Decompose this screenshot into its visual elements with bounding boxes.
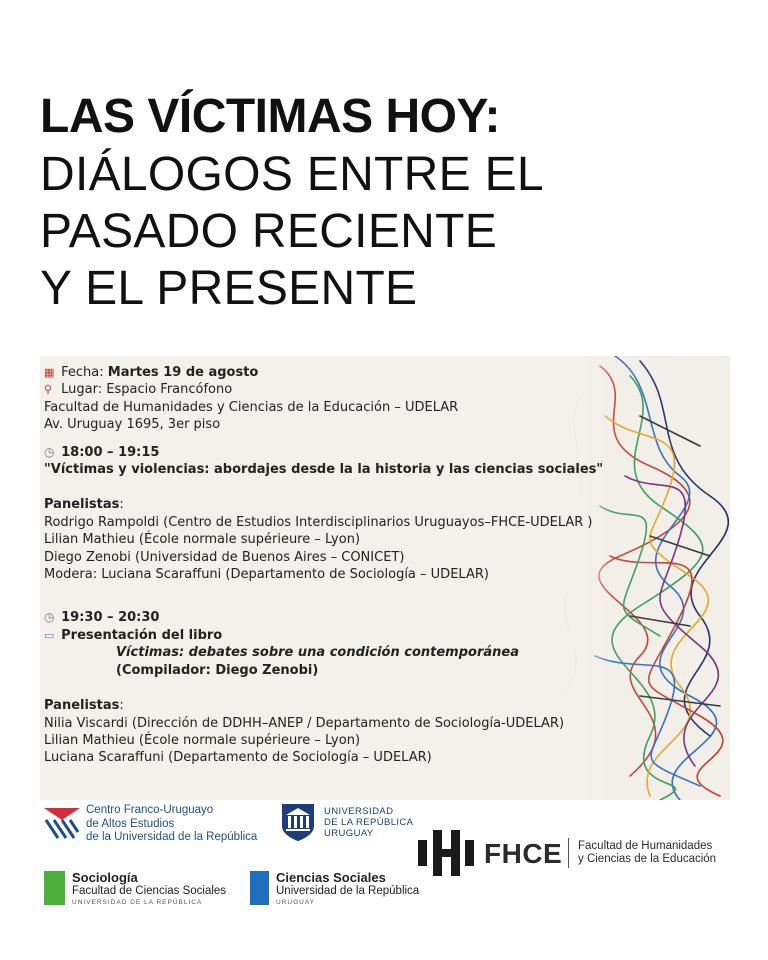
pin-icon: ⚲: [44, 383, 53, 397]
udelar-logo: [278, 800, 428, 846]
session1-panelist: Lilian Mathieu (École normale supérieure – Lyon): [44, 532, 361, 548]
sociologia-line-2: Facultad de Ciencias Sociales: [72, 885, 227, 897]
cfu-line-1: Centro Franco-Uruguayo: [86, 804, 214, 816]
program-panel: [40, 356, 730, 800]
ccss-line-1: Ciencias Sociales: [276, 870, 386, 885]
book-title: Víctimas: debates sobre una condición contemporánea: [116, 645, 519, 661]
sociologia-line-1: Sociología: [72, 870, 138, 885]
udelar-line-3: URUGUAY: [324, 828, 374, 839]
cfu-logo: [40, 804, 270, 844]
date-value: Martes 19 de agosto: [107, 365, 259, 380]
poster-title: [40, 88, 544, 317]
sociologia-line-3: UNIVERSIDAD DE LA REPÚBLICA: [72, 899, 203, 906]
udelar-line-1: UNIVERSIDAD: [324, 806, 394, 817]
udelar-seal-icon: [280, 802, 316, 842]
session2-panelists-label: Panelistas: [44, 698, 120, 714]
program-text: ▦ Fecha: Martes 19 de agosto ⚲ Lugar: Espacio Francófono Facultad de Humanidades y Ciencias de la Educación – UDELAR Av. Uruguay 1695, 3er piso ◷ 18:00 – 19:15 "Víctimas y violencias: abordajes desde la la historia y las ciencias sociales" Panelistas: Rodrigo Rampoldi (Centro de Estudios Interdisciplinarios Uruguayos–FHCE-UDELAR ) Lilian Mathieu (École normale supérieure – Lyon) Diego Zenobi (Universidad de Buenos Aires – CONICET) Modera: Luciana Scaraffuni (Departamento de Sociología – UDELAR) ◷ 19:30 – 20:30 ▭ Presentación del libro Víctimas: debates sobre una condición contemporánea (Compilador: Diego Zenobi) Panelistas: Nilia Viscardi (Dirección de DDHH–ANEP / Departamento de Sociología-UDELAR) Lilian Mathieu (École normale supérieure – Lyon) Luciana Scaraffuni (Departamento de Sociología – UDELAR): [44, 364, 684, 767]
fhce-abbreviation: FHCE: [484, 838, 563, 869]
ccss-line-2: Universidad de la República: [276, 885, 420, 897]
session2-panelist: Lilian Mathieu (École normale supérieure – Lyon): [44, 732, 361, 748]
title-line-1: LAS VÍCTIMAS HOY:: [40, 90, 500, 143]
sociologia-green-bar: [44, 871, 65, 905]
ccss-logo: [248, 868, 448, 908]
place-label: Lugar:: [61, 382, 103, 398]
session1-panelists-label: Panelistas: [44, 497, 120, 513]
title-line-3: PASADO RECIENTE: [40, 205, 498, 258]
session1-moderator: Modera: Luciana Scaraffuni (Departamento de Sociología – UDELAR): [44, 567, 489, 583]
date-label: Fecha:: [61, 365, 104, 380]
clock-icon: ◷: [44, 610, 55, 625]
book-icon: ▭: [44, 628, 55, 642]
session2-panelist: Luciana Scaraffuni (Departamento de Sociología – UDELAR): [44, 750, 432, 766]
session2-time: 19:30 – 20:30: [61, 610, 160, 626]
session1-panelist: Rodrigo Rampoldi (Centro de Estudios Interdisciplinarios Uruguayos–FHCE-UDELAR ): [44, 514, 593, 530]
fhce-line-1: Facultad de Humanidades: [578, 840, 713, 852]
cfu-emblem-icon: [44, 808, 80, 840]
calendar-icon: ▦: [44, 366, 55, 379]
session1-time: 18:00 – 19:15: [61, 444, 160, 460]
address-line-1: Facultad de Humanidades y Ciencias de la Educación – UDELAR: [44, 399, 459, 415]
fhce-separator: [568, 838, 569, 868]
fhce-line-2: y Ciencias de la Educación: [578, 853, 717, 865]
book-compiler: (Compilador: Diego Zenobi): [116, 662, 319, 678]
ccss-blue-bar: [250, 871, 269, 905]
address-line-2: Av. Uruguay 1695, 3er piso: [44, 417, 221, 433]
place-value: Espacio Francófono: [106, 382, 233, 398]
cfu-line-3: de la Universidad de la República: [86, 831, 258, 843]
sociologia-logo: [42, 868, 242, 908]
session2-panelist: Nilia Viscardi (Dirección de DDHH–ANEP / Departamento de Sociología-UDELAR): [44, 715, 565, 731]
session1-topic: "Víctimas y violencias: abordajes desde la la historia y las ciencias sociales": [44, 462, 604, 478]
clock-icon: ◷: [44, 444, 55, 459]
ccss-line-3: URUGUAY: [276, 899, 316, 906]
title-line-2: DIÁLOGOS ENTRE EL: [40, 148, 544, 201]
cfu-line-2: de Altos Estudios: [86, 817, 175, 830]
session2-topic: Presentación del libro: [61, 627, 223, 643]
fhce-logo: [418, 826, 738, 880]
title-line-4: Y EL PRESENTE: [40, 262, 418, 315]
udelar-line-2: DE LA REPÚBLICA: [324, 817, 414, 828]
session1-panelist: Diego Zenobi (Universidad de Buenos Aires – CONICET): [44, 549, 405, 565]
